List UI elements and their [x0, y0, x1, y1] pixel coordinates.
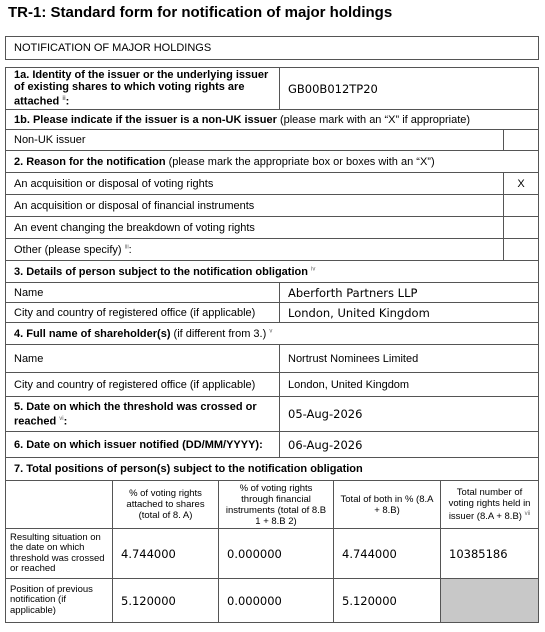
section-3-label: 3. Details of person subject to the notification obligation — [14, 265, 308, 278]
reason-other-label — [6, 239, 504, 261]
form-header: NOTIFICATION OF MAJOR HOLDINGS — [6, 37, 539, 60]
person-name-cell — [280, 283, 539, 303]
section-1b-label: 1b. Please indicate if the issuer is a non-UK issuer — [14, 113, 277, 126]
reason-other-colon: : — [128, 243, 132, 256]
footnote-vii: vii — [524, 510, 531, 517]
form-header-row — [6, 37, 539, 60]
threshold-date-cell — [280, 397, 539, 432]
shareholder-name-row — [6, 345, 539, 373]
shareholder-city: London, United Kingdom — [288, 378, 410, 391]
person-name: Aberforth Partners LLP — [288, 285, 418, 300]
threshold-date-colon: : — [63, 415, 68, 428]
reason-row — [6, 195, 539, 217]
section-7-row — [6, 458, 539, 481]
section-1a-row — [6, 68, 539, 110]
shareholder-name-label: Name — [6, 345, 280, 373]
person-city-label: City and country of registered office (if applicable) — [6, 303, 280, 323]
non-uk-issuer-checkbox[interactable] — [504, 130, 539, 151]
notification-form — [5, 36, 538, 623]
col-header-instruments: % of voting rights through financial instruments (total of 8.B 1 + 8.B 2) — [219, 481, 334, 529]
section-4-heading — [6, 323, 539, 345]
value-instruments: 0.000000 — [227, 546, 282, 561]
shareholder-city-label: City and country of registered office (if applicable) — [6, 373, 280, 397]
col-header-shares: % of voting rights attached to shares (total of 8. A) — [113, 481, 219, 529]
reason-checkbox[interactable] — [504, 239, 539, 261]
shareholder-city-cell — [280, 373, 539, 397]
section-4-row — [6, 323, 539, 345]
person-name-row — [6, 283, 539, 303]
issuer-isin-cell — [280, 68, 539, 110]
value-total-number: 10385186 — [449, 546, 508, 561]
person-city-row — [6, 303, 539, 323]
positions-header-row — [6, 481, 539, 529]
reason-row — [6, 173, 539, 195]
shareholder-name-cell — [280, 345, 539, 373]
reason-checkbox[interactable] — [504, 195, 539, 217]
spacer-row — [6, 60, 539, 68]
cell-shares — [113, 529, 219, 579]
threshold-date: 05-Aug-2026 — [288, 407, 363, 421]
footnote-iv: iv — [311, 265, 316, 272]
page-title: TR-1: Standard form for notification of major holdings — [8, 4, 393, 21]
section-2-heading — [6, 151, 539, 173]
cell-total-number — [441, 529, 539, 579]
section-2-row — [6, 151, 539, 173]
issuer-identity-text: 1a. Identity of the issuer or the underlying issuer of existing shares to which voting rights are attached — [14, 69, 269, 108]
issuer-isin: GB00B012TP20 — [288, 81, 378, 96]
value-total-percent: 4.744000 — [342, 546, 397, 561]
person-city: London, United Kingdom — [288, 305, 430, 320]
section-7-heading: 7. Total positions of person(s) subject to the notification obligation — [6, 458, 539, 481]
section-6-row — [6, 432, 539, 458]
positions-corner — [6, 481, 113, 529]
spacer — [6, 60, 539, 68]
issuer-notified-date: 06-Aug-2026 — [288, 437, 363, 452]
footnote-v: v — [269, 327, 273, 334]
section-2-hint: (please mark the appropriate box or boxes with an “X”) — [168, 155, 435, 168]
value-shares: 4.744000 — [121, 546, 176, 561]
issuer-notified-label: 6. Date on which issuer notified (DD/MM/YYYY): — [6, 432, 280, 458]
cell-instruments — [219, 579, 334, 623]
issuer-identity-label: 1a. Identity of the issuer or the underlying issuer of existing shares to which voting rights are attached $^{ii}$: — [6, 68, 280, 110]
section-3-row — [6, 261, 539, 283]
value-shares: 5.120000 — [121, 593, 176, 608]
reason-row — [6, 239, 539, 261]
person-city-cell — [280, 303, 539, 323]
reason-checkbox[interactable]: X — [504, 173, 539, 195]
reason-checkbox[interactable] — [504, 217, 539, 239]
form-table — [5, 36, 539, 623]
shareholder-name: Nortrust Nominees Limited — [288, 352, 419, 365]
non-uk-issuer-row — [6, 130, 539, 151]
reason-label: An event changing the breakdown of voting rights — [6, 217, 504, 239]
reason-other-text: Other (please specify) — [14, 243, 122, 256]
section-1b-row — [6, 110, 539, 130]
col-header-total-percent: Total of both in % (8.A + 8.B) — [334, 481, 441, 529]
cell-total-number-greyed — [441, 579, 539, 623]
row-label-resulting: Resulting situation on the date on which threshold was crossed or reached — [6, 529, 113, 579]
value-instruments: 0.000000 — [227, 593, 282, 608]
person-name-label: Name — [6, 283, 280, 303]
reason-label: An acquisition or disposal of financial instruments — [6, 195, 504, 217]
footnote-ii: ii — [62, 96, 66, 103]
section-1b-hint: (please mark with an “X” if appropriate) — [279, 113, 471, 126]
cell-instruments — [219, 529, 334, 579]
threshold-date-label — [6, 397, 280, 432]
value-total-percent: 5.120000 — [342, 593, 397, 608]
shareholder-city-row — [6, 373, 539, 397]
footnote-vi: vi — [59, 415, 64, 422]
threshold-date-text: 5. Date on which the threshold was crossed or reached — [14, 400, 257, 428]
table-row — [6, 579, 539, 623]
table-row — [6, 529, 539, 579]
col-header-total-number-text: Total number of voting rights held in issuer (8.A + 8.B) — [448, 486, 531, 523]
reason-label: An acquisition or disposal of voting rights — [6, 173, 504, 195]
section-3-heading — [6, 261, 539, 283]
section-4-hint: (if different from 3.) — [173, 327, 267, 340]
non-uk-issuer-label: Non-UK issuer — [6, 130, 504, 151]
section-2-label: 2. Reason for the notification — [14, 155, 166, 168]
cell-shares — [113, 579, 219, 623]
issuer-notified-cell — [280, 432, 539, 458]
section-4-label: 4. Full name of shareholder(s) — [14, 327, 171, 340]
section-5-row — [6, 397, 539, 432]
section-1b-heading — [6, 110, 539, 130]
col-header-total-number — [441, 481, 539, 529]
cell-total-percent — [334, 579, 441, 623]
reason-row — [6, 217, 539, 239]
footnote-iii: iii — [124, 243, 129, 250]
cell-total-percent — [334, 529, 441, 579]
row-label-previous: Position of previous notification (if applicable) — [6, 579, 113, 623]
